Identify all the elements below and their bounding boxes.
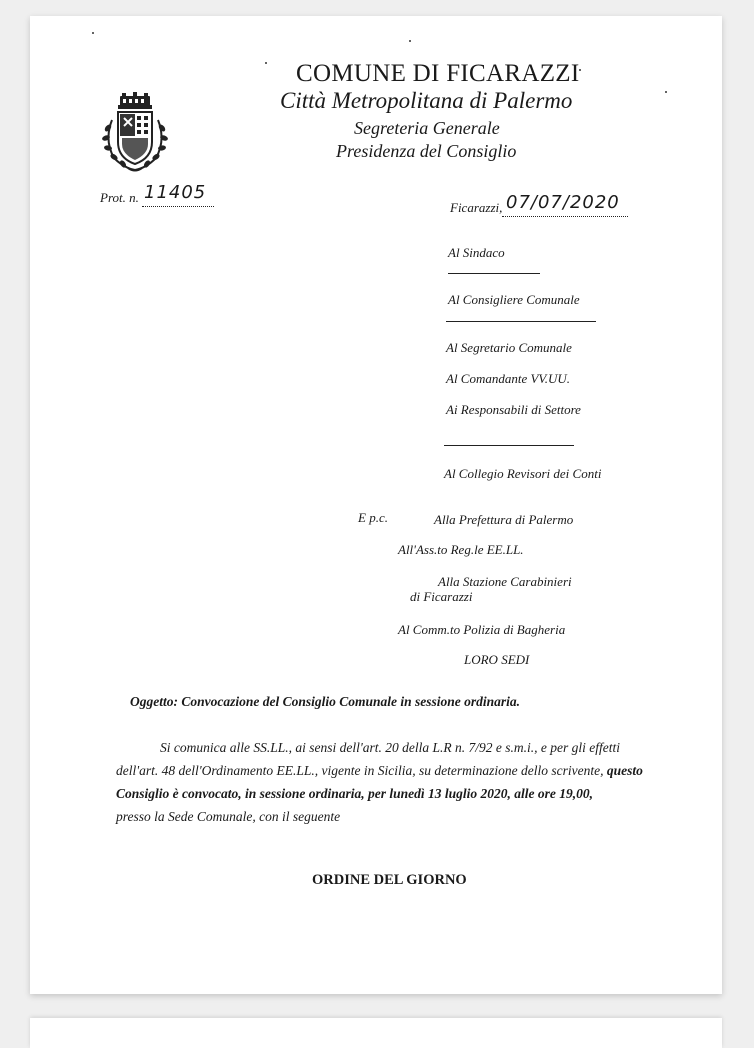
- date-underline: [502, 216, 628, 217]
- recipient-rule: [448, 273, 540, 274]
- body-paragraph: [116, 736, 696, 828]
- comune-title: COMUNE DI FICARAZZI: [296, 60, 580, 87]
- subject-line: Oggetto: Convocazione del Consiglio Comunale in sessione ordinaria.: [130, 694, 521, 709]
- body-line-3: Consiglio è convocato, in sessione ordinaria, per lunedì 13 luglio 2020, alle ore 19,00,: [116, 786, 594, 801]
- scan-speck: [409, 40, 411, 42]
- recipient-rule: [444, 445, 574, 446]
- document-page: [30, 16, 722, 994]
- recipient-rule: [446, 321, 596, 322]
- recipient-consigliere: Al Consigliere Comunale: [448, 292, 580, 307]
- date-value: 07/07/2020: [506, 192, 620, 213]
- body-line-2-bold: questo: [606, 763, 643, 778]
- cc-polizia: Al Comm.to Polizia di Bagheria: [398, 622, 566, 637]
- body-line-2-text: dell'art. 48 dell'Ordinamento EE.LL., vigente in Sicilia, su determinazione dello scrivente,: [116, 763, 607, 778]
- recipient-comandante: Al Comandante VV.UU.: [446, 371, 570, 386]
- protocol-label: Prot. n.: [100, 190, 139, 205]
- cc-carabinieri-line2: di Ficarazzi: [410, 589, 473, 604]
- next-page-edge: [30, 1018, 722, 1048]
- body-line-1: Si comunica alle SS.LL., ai sensi dell'art. 20 della L.R n. 7/92 e s.m.i., e per gli effetti: [160, 740, 620, 755]
- cc-prefettura: Alla Prefettura di Palermo: [434, 512, 574, 527]
- protocol-underline: [142, 206, 214, 207]
- scan-speck: [92, 32, 94, 34]
- date-place: Ficarazzi,: [450, 200, 503, 215]
- cc-loro-sedi: LORO SEDI: [464, 652, 530, 667]
- cc-assessorato: All'Ass.to Reg.le EE.LL.: [398, 542, 524, 557]
- scan-speck: [665, 91, 667, 93]
- scan-speck: [265, 62, 267, 64]
- presidenza-consiglio: Presidenza del Consiglio: [336, 141, 517, 161]
- agenda-title: ORDINE DEL GIORNO: [312, 872, 467, 888]
- body-line-2: [116, 759, 696, 782]
- protocol-number: 11405: [144, 182, 207, 203]
- recipient-segretario: Al Segretario Comunale: [446, 340, 572, 355]
- recipient-collegio: Al Collegio Revisori dei Conti: [444, 466, 602, 481]
- recipient-sindaco: Al Sindaco: [448, 245, 505, 260]
- recipient-responsabili: Ai Responsabili di Settore: [446, 402, 581, 417]
- body-line-4: presso la Sede Comunale, con il seguente: [116, 809, 341, 824]
- coat-of-arms-emblem: [98, 92, 172, 174]
- cc-carabinieri-line1: Alla Stazione Carabinieri: [438, 574, 572, 589]
- citta-metropolitana: Città Metropolitana di Palermo: [280, 88, 573, 113]
- segreteria-generale: Segreteria Generale: [354, 118, 500, 138]
- cc-label: E p.c.: [358, 510, 388, 525]
